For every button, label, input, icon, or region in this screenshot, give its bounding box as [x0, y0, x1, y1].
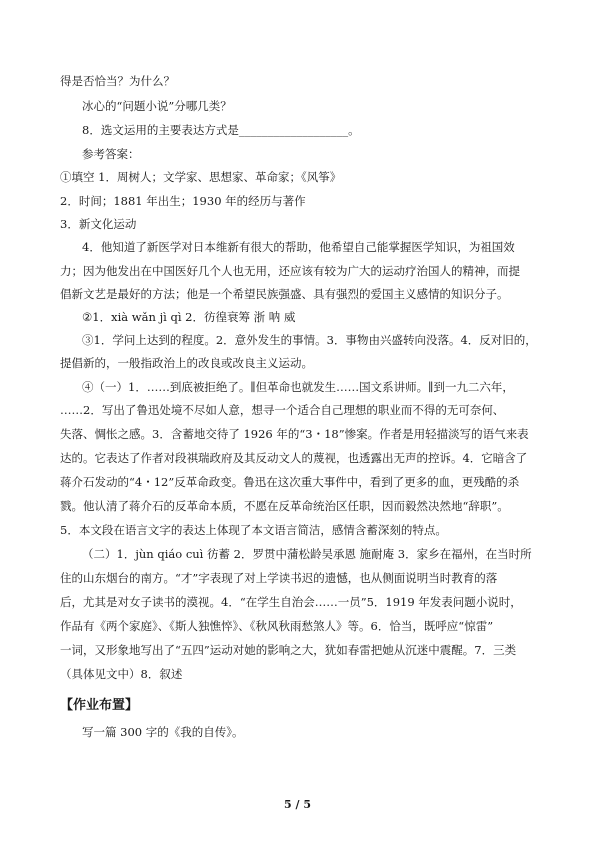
- text-line: 3．新文化运动: [60, 217, 137, 231]
- text-line: 提倡新的，一般指政治上的改良或改良主义运动。: [60, 356, 313, 370]
- text-line: 戮。他认清了蒋介石的反革命本质，不愿在反革命统治区任职，因而毅然决然地“辞职”。: [60, 499, 509, 513]
- text-line: 倡新文艺是最好的方法；他是一个希望民族强盛、具有强烈的爱国主义感情的知识分子。: [60, 287, 509, 301]
- text-line: ③1．学问上达到的程度。2．意外发生的事情。3．事物由兴盛转向没落。4．反对旧的，: [82, 333, 537, 347]
- text-line: （二）1．jùn qiáo cuì 彷蓄 2．罗贯中蒲松龄吴承恩 施耐庵 3．家乡在福州，在当时所: [82, 547, 532, 561]
- text-line: 冰心的“问题小说”分哪几类？: [82, 99, 232, 113]
- text-line: 蒋介石发动的“4・12”反革命政变。鲁迅在这次重大事件中，看到了更多的血，更残酷的杀: [60, 475, 520, 489]
- text-line: 参考答案：: [82, 147, 140, 161]
- text-line: ……2．写出了鲁迅处境不尽如人意，想寻一个适合自己理想的职业而不得的无可奈何、: [60, 403, 505, 417]
- assignment-text: 写一篇 300 字的《我的自传》。: [82, 725, 244, 739]
- text-line: 达的。它表达了作者对段祺瑞政府及其反动文人的蔑视，也透露出无声的控诉。4．它暗含了: [60, 451, 528, 465]
- page-number: 5 / 5: [284, 798, 311, 811]
- text-line: 得是否恰当？为什么？: [60, 74, 175, 88]
- text-line: 失落、惆怅之感。3．含蓄地交待了 1926 年的“3・18”惨案。作者是用轻描淡写的语气来表: [60, 427, 529, 441]
- text-line: 4．他知道了新医学对日本维新有很大的帮助，他希望自己能掌握医学知识，为祖国效: [82, 240, 515, 254]
- text-line: 一词，又形象地写出了“五四”运动对她的影响之大，犹如春雷把她从沉迷中震醒。7．三类: [60, 643, 517, 657]
- text-line: 后，尤其是对女子读书的漠视。4．“在学生自治会……一员”5．1919 年发表问题小说时，: [60, 595, 522, 609]
- text-line: ②1．xià wǎn jì qì 2．彷徨衰筹 浙 呐 威: [82, 310, 296, 324]
- text-line: ④（一）1．……到底被拒绝了。∥但革命也就发生……国文系讲师。∥到一九二六年，: [82, 380, 514, 394]
- text-line: 力；因为他发出在中国医好几个人也无用，还应该有较为广大的运动疗治国人的精神，而提: [60, 264, 520, 278]
- text-line: （具体见文中）8．叙述: [60, 667, 183, 681]
- text-line: ①填空 1．周树人；文学家、思想家、革命家；《风筝》: [60, 170, 342, 184]
- text-line: 8．选文运用的主要表达方式是___________________。: [82, 123, 360, 137]
- section-heading: 【作业布置】: [60, 698, 139, 713]
- text-line: 5．本文段在语言文字的表达上体现了本文语言简洁，感情含蓄深刻的特点。: [60, 523, 447, 537]
- text-line: 住的山东烟台的南方。“才”字表现了对上学读书迟的遗憾，也从侧面说明当时教育的落: [60, 571, 498, 585]
- text-line: 2．时间；1881 年出生；1930 年的经历与著作: [60, 194, 306, 208]
- text-line: 作品有《两个家庭》、《斯人独憔悴》、《秋风秋雨愁煞人》等。6．恰当，既呼应“惊雷”: [60, 619, 494, 633]
